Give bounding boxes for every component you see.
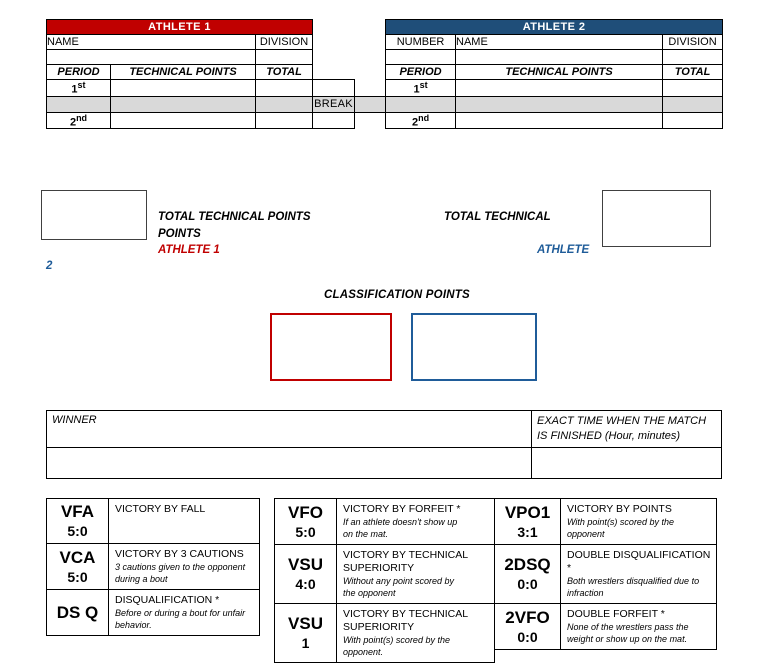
break-row — [47, 96, 723, 112]
spacer-2 — [355, 35, 386, 50]
legend-row — [495, 604, 717, 650]
period1-suffix: st — [77, 80, 86, 90]
spacer-6 — [355, 65, 386, 80]
field-input-row — [47, 50, 723, 65]
athlete2-header: ATHLETE 2 — [386, 20, 723, 35]
field-label-row — [47, 35, 723, 50]
break-label: BREAK — [314, 98, 353, 111]
winner-table — [46, 410, 722, 479]
legend-code-cell — [495, 604, 561, 650]
exact-time-label-line1: EXACT TIME WHEN THE MATCH — [537, 415, 707, 427]
break-col-cell-bottom — [313, 112, 355, 129]
a1-break-points — [111, 96, 256, 112]
legend-code: VCA — [59, 547, 96, 567]
legend-desc-cell — [109, 544, 260, 590]
a2-total-header: TOTAL — [663, 65, 723, 80]
legend-desc-cell — [561, 604, 717, 650]
period1-suffix-2: st — [419, 80, 428, 90]
a2-period2-total[interactable] — [663, 112, 723, 129]
legend-code: 2VFO — [505, 607, 550, 627]
legend-title: DOUBLE FORFEIT * — [567, 608, 665, 620]
period2-row — [47, 112, 723, 129]
legend-note-1: Without any point scored by — [343, 576, 454, 586]
period2-suffix: nd — [76, 112, 88, 123]
legend-code: VSU — [288, 555, 323, 574]
legend-note-1: If an athlete doesn't show up — [343, 517, 458, 527]
a2-name-label: NAME — [456, 35, 663, 50]
legend-title: VICTORY BY TECHNICAL SUPERIORITY — [343, 549, 468, 574]
legend-code-cell — [275, 545, 337, 604]
exact-time-input[interactable] — [532, 448, 722, 479]
legend-table-column-3 — [494, 498, 717, 650]
a2-division-label: DIVISION — [663, 35, 723, 50]
classification-points-box-athlete1[interactable] — [270, 313, 392, 381]
a2-period1-label — [386, 80, 456, 97]
legend-title: VICTORY BY TECHNICAL SUPERIORITY — [343, 608, 468, 633]
break-spacer — [355, 96, 386, 112]
period1-row — [47, 80, 723, 97]
legend-code-cell — [495, 499, 561, 545]
legend-table-column-2 — [274, 498, 495, 663]
period1-number-2: 1 — [413, 83, 420, 96]
a1-division-input[interactable] — [256, 50, 313, 65]
legend-code-cell — [275, 604, 337, 663]
legend-note-2: behavior. — [115, 620, 152, 630]
spacer-4 — [355, 50, 386, 65]
spacer-5 — [313, 65, 355, 80]
period2-number-2: 2 — [411, 116, 419, 129]
legend-title: VICTORY BY FORFEIT * — [343, 503, 461, 515]
legend-note-1: Before or during a bout for unfair — [115, 608, 246, 618]
total-points-athlete1-label: ATHLETE 1 — [158, 244, 220, 256]
period2-suffix-2: nd — [418, 112, 430, 123]
total-points-athlete2-number: 2 — [46, 260, 53, 272]
column-header-row — [47, 65, 723, 80]
legend-row — [275, 604, 495, 663]
legend-row — [47, 544, 260, 590]
legend-note-1: None of the wrestlers pass the — [567, 622, 689, 632]
legend-row — [47, 499, 260, 544]
period2-number: 2 — [69, 116, 77, 129]
period1-number: 1 — [71, 83, 78, 96]
header-spacer-2 — [355, 20, 386, 35]
a1-total-header: TOTAL — [256, 65, 313, 80]
a1-period2-label — [47, 112, 111, 129]
winner-input[interactable] — [47, 448, 532, 479]
legend-score: 4:0 — [295, 576, 316, 592]
break-col-cell-top — [313, 80, 355, 97]
a1-period1-total[interactable] — [256, 80, 313, 97]
a1-number-input[interactable] — [386, 50, 456, 65]
legend-desc-cell — [561, 545, 717, 604]
legend-desc-cell — [337, 604, 495, 663]
legend-code-cell — [495, 545, 561, 604]
legend-code-cell — [47, 544, 109, 590]
a1-period-header: PERIOD — [47, 65, 111, 80]
a1-techpoints-header: TECHNICAL POINTS — [111, 65, 256, 80]
exact-time-label-line2: IS FINISHED (Hour, minutes) — [537, 430, 681, 442]
legend-note-1: 3 cautions given to the opponent — [115, 562, 246, 572]
legend-score: 0:0 — [517, 628, 538, 645]
a1-period1-points[interactable] — [111, 80, 256, 97]
a1-period2-points[interactable] — [111, 112, 256, 129]
legend-row — [495, 545, 717, 604]
total-technical-points-box-athlete2[interactable] — [602, 190, 711, 247]
legend-table-column-1 — [46, 498, 260, 636]
winner-input-row — [47, 448, 722, 479]
a2-break-total — [663, 96, 723, 112]
legend-desc-cell — [109, 590, 260, 636]
a1-division-label: DIVISION — [256, 35, 313, 50]
total-points-athlete2-label: ATHLETE — [537, 244, 590, 256]
legend-row — [275, 545, 495, 604]
exact-time-label — [532, 411, 722, 448]
total-technical-label-right: TOTAL TECHNICAL — [444, 211, 551, 223]
legend-score: 3:1 — [517, 523, 538, 540]
legend-code: VPO1 — [504, 502, 551, 522]
a2-division-input[interactable] — [663, 50, 723, 65]
legend-note-2: on the mat. — [343, 529, 389, 539]
legend-code-cell — [47, 499, 109, 544]
legend-code: VFA — [60, 502, 95, 521]
winner-header-row — [47, 411, 722, 448]
legend-title: VICTORY BY POINTS — [567, 503, 672, 515]
a1-period2-total[interactable] — [256, 112, 313, 129]
legend-note-2: infraction — [567, 588, 604, 598]
spacer — [313, 35, 355, 50]
legend-note-2: weight or show up on the mat. — [567, 634, 688, 644]
legend-code: 2DSQ — [504, 555, 551, 574]
a2-techpoints-header: TECHNICAL POINTS — [456, 65, 663, 80]
legend-title: VICTORY BY 3 CAUTIONS — [115, 548, 244, 560]
legend-title: DISQUALIFICATION * — [115, 594, 220, 606]
a1-name-input[interactable] — [47, 50, 256, 65]
a1-period1-label — [47, 80, 111, 97]
header-spacer — [313, 20, 355, 35]
legend-row — [275, 499, 495, 545]
legend-note-2: opponent. — [343, 647, 384, 657]
a1-break-period — [47, 96, 111, 112]
legend-note-1: With point(s) scored by the — [567, 517, 674, 527]
athlete-header-row — [47, 20, 723, 35]
a2-period-header: PERIOD — [386, 65, 456, 80]
legend-score: 5:0 — [295, 523, 316, 540]
legend-code: VSU — [288, 614, 323, 633]
legend-row — [47, 590, 260, 636]
legend-score: 5:0 — [67, 523, 88, 539]
a2-name-input[interactable] — [456, 50, 663, 65]
a2-period2-label — [386, 112, 456, 129]
total-technical-points-label-2: POINTS — [158, 228, 201, 240]
legend-code: VFO — [288, 502, 323, 522]
legend-score: 5:0 — [67, 568, 88, 585]
spacer-3 — [313, 50, 355, 65]
legend-note-2: the opponent — [343, 588, 396, 598]
a2-break-points — [456, 96, 663, 112]
legend-note-1: Both wrestlers disqualified due to — [567, 576, 700, 586]
legend-desc-cell — [561, 499, 717, 545]
a1-number-label: NUMBER — [386, 35, 456, 50]
total-technical-points-box-athlete1[interactable] — [41, 190, 147, 240]
spacer-7 — [355, 80, 386, 97]
legend-code-cell — [275, 499, 337, 545]
winner-label: WINNER — [47, 411, 532, 448]
legend-note-1: With point(s) scored by the — [343, 635, 450, 645]
legend-note-2: opponent — [567, 529, 605, 539]
legend-row — [495, 499, 717, 545]
legend-score: 1 — [301, 635, 310, 651]
a2-period2-points[interactable] — [456, 112, 663, 129]
legend-note-2: during a bout — [115, 574, 168, 584]
score-table — [46, 19, 723, 129]
legend-code-cell — [47, 590, 109, 636]
classification-points-box-athlete2[interactable] — [411, 313, 537, 381]
a2-break-period — [386, 96, 456, 112]
a2-period1-points[interactable] — [456, 80, 663, 97]
legend-code: DS Q — [56, 602, 99, 622]
a2-period1-total[interactable] — [663, 80, 723, 97]
legend-desc-cell — [109, 499, 260, 544]
legend-title: DOUBLE DISQUALIFICATION * — [567, 549, 711, 574]
a1-break-total — [256, 96, 313, 112]
total-technical-points-label-1: TOTAL TECHNICAL POINTS — [158, 211, 311, 223]
athlete1-header: ATHLETE 1 — [47, 20, 313, 35]
legend-desc-cell — [337, 499, 495, 545]
legend-score: 0:0 — [517, 576, 538, 592]
legend-title: VICTORY BY FALL — [115, 503, 206, 515]
classification-points-title: CLASSIFICATION POINTS — [324, 289, 470, 301]
a1-name-label: NAME — [47, 35, 256, 50]
legend-desc-cell — [337, 545, 495, 604]
spacer-8 — [355, 112, 386, 129]
